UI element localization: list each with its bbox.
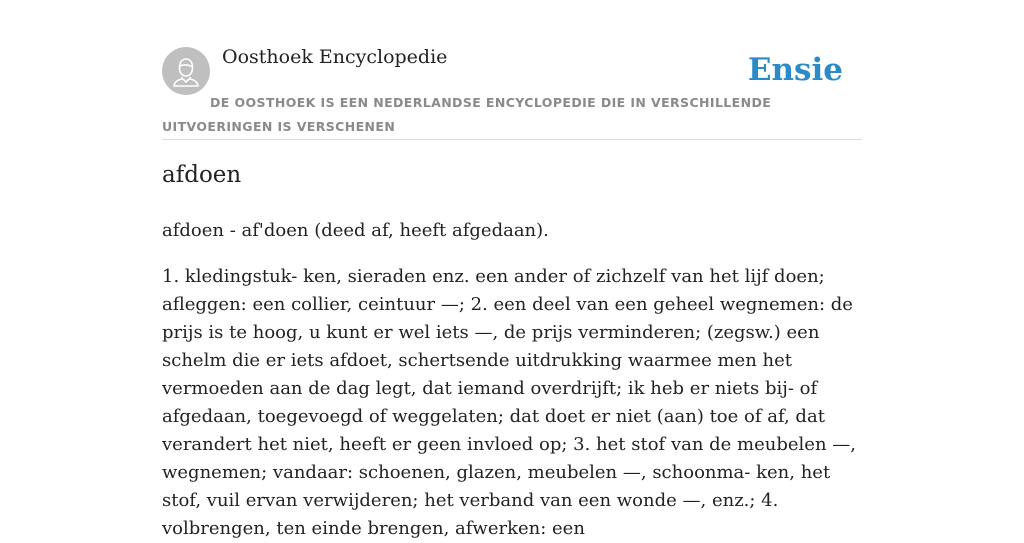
site-name[interactable]: Oosthoek Encyclopedie xyxy=(222,46,448,68)
brand-logo[interactable]: Ensie xyxy=(747,52,843,88)
entry-body: 1. kledingstuk- ken, sieraden enz. een ander of zichzelf van het lijf doen; afleggen: een collier, ceintuur —; 2. een deel van een geheel wegnemen: de prijs is te hoog, u kunt er wel iets —, de prijs verminderen; (zegsw.) een schelm die er iets afdoet, schertsende uitdrukking waarmee men het vermoeden aan de dag legt, dat iemand overdrijft; ik heb er niets bij- of afgedaan, toegevoegd of weggelaten; dat doet er niet (aan) toe of af, dat verandert het niet, heeft er geen invloed op; 3. het stof van de meubelen —, wegnemen; vandaar: schoenen, glazen, meubelen —, schoonma- ken, het stof, vuil ervan verwijderen; het verband van een wonde —, enz.; 4. volbrengen, ten einde brengen, afwerken: een xyxy=(162,266,856,539)
entry-title: afdoen xyxy=(162,162,242,188)
user-icon xyxy=(162,47,210,95)
entry-headline: afdoen - af'doen (deed af, heeft afgedaan). xyxy=(162,220,549,241)
avatar[interactable] xyxy=(162,47,210,95)
site-tagline: DE OOSTHOEK IS EEN NEDERLANDSE ENCYCLOPEDIE DIE IN VERSCHILLENDE UITVOERINGEN IS VERSCHENEN xyxy=(162,95,772,134)
header-divider xyxy=(162,139,862,140)
